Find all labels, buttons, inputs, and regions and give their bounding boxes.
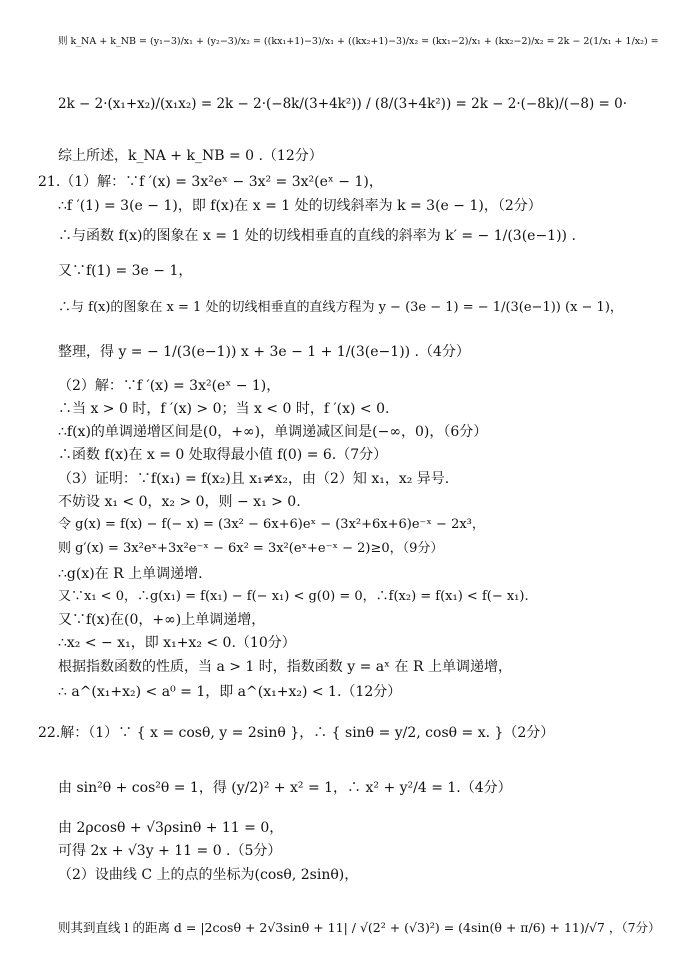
- line-15-assume: 不妨设 x₁ < 0，x₂ > 0，则 − x₁ > 0.: [58, 494, 301, 510]
- line-27-cartesian-line: 可得 2x + √3y + 11 = 0 .（5分）: [58, 843, 282, 859]
- line-4-q21-part1: 21.（1）解：∵f ′(x) = 3x²eˣ − 3x² = 3x²(eˣ − 1)，: [38, 174, 383, 190]
- line-10-part2: （2）解：∵f ′(x) = 3x²(eˣ − 1)，: [58, 378, 281, 394]
- line-20-f-increasing: 又∵f(x)在(0，+∞)上单调递增，: [58, 612, 266, 628]
- line-18-g-increasing: ∴g(x)在 R 上单调递增.: [58, 566, 203, 582]
- line-17-g-derivative: 则 g′(x) = 3x²eˣ+3x²e⁻ˣ − 6x² = 3x²(eˣ+e⁻ˣ − 2)≥0，（9分）: [58, 541, 444, 556]
- line-13-minimum: ∴函数 f(x)在 x = 0 处取得最小值 f(0) = 6.（7分）: [58, 447, 388, 463]
- line-14-part3: （3）证明：∵f(x₁) = f(x₂)且 x₁≠x₂，由（2）知 x₁，x₂ 异号.: [58, 471, 450, 487]
- line-1-sum-slopes: 则 k_NA + k_NB = (y₁−3)/x₁ + (y₂−3)/x₂ = ((kx₁+1)−3)/x₁ + ((kx₂+1)−3)/x₂ = (kx₁−2)/x₁ + (kx₂−2)/x₂ = 2k − 2(1/x₁ + 1/x₂) =: [58, 36, 659, 47]
- line-25-ellipse: 由 sin²θ + cos²θ = 1，得 (y/2)² + x² = 1，∴ x² + y²/4 = 1.（4分）: [58, 780, 512, 796]
- line-28-part2-point: （2）设曲线 C 上的点的坐标为(cosθ, 2sinθ)，: [58, 867, 359, 883]
- line-3-conclusion: 综上所述，k_NA + k_NB = 0 .（12分）: [58, 148, 323, 164]
- line-11-sign-derivative: ∴当 x > 0 时，f ′(x) > 0；当 x < 0 时，f ′(x) < 0.: [58, 401, 390, 417]
- line-16-define-g: 令 g(x) = f(x) − f(− x) = (3x² − 6x+6)eˣ − (3x²+6x+6)e⁻ˣ − 2x³，: [58, 517, 485, 532]
- line-8-perpendicular-line: ∴与 f(x)的图象在 x = 1 处的切线相垂直的直线方程为 y − (3e − 1) = − 1/(3(e−1)) (x − 1)，: [58, 300, 623, 315]
- line-23-result: ∴ a^(x₁+x₂) < a⁰ = 1，即 a^(x₁+x₂) < 1.（12分）: [58, 684, 402, 700]
- line-12-monotonic-intervals: ∴f(x)的单调递增区间是(0，+∞)，单调递减区间是(−∞，0)，（6分）: [58, 424, 488, 440]
- line-2-simplify: 2k − 2·(x₁+x₂)/(x₁x₂) = 2k − 2·(−8k/(3+4k²)) / (8/(3+4k²)) = 2k − 2·(−8k)/(−8) = 0·: [58, 96, 628, 112]
- line-7-f1-value: 又∵f(1) = 3e − 1，: [58, 263, 193, 279]
- line-9-rearranged: 整理，得 y = − 1/(3(e−1)) x + 3e − 1 + 1/(3(e−1)) .（4分）: [58, 344, 470, 360]
- line-19-inequality: 又∵x₁ < 0，∴g(x₁) = f(x₁) − f(− x₁) < g(0) = 0，∴f(x₂) = f(x₁) < f(− x₁).: [58, 589, 529, 604]
- line-22-exponential: 根据指数函数的性质，当 a > 1 时，指数函数 y = aˣ 在 R 上单调递增，: [58, 659, 512, 675]
- line-6-perpendicular-slope: ∴与函数 f(x)的图象在 x = 1 处的切线相垂直的直线的斜率为 k′ = − 1/(3(e−1)) .: [58, 228, 576, 244]
- line-24-q22-part1: 22.解：（1）∵ { x = cosθ, y = 2sinθ }，∴ { sinθ = y/2, cosθ = x. }（2分）: [38, 725, 555, 741]
- line-5-tangent-slope: ∴f ′(1) = 3(e − 1)，即 f(x)在 x = 1 处的切线斜率为 k = 3(e − 1)，（2分）: [58, 198, 542, 214]
- line-29-distance: 则其到直线 l 的距离 d = |2cosθ + 2√3sinθ + 11| / √(2² + (√3)²) = (4sin(θ + π/6) + 11)/√7 ，（7分）: [58, 920, 661, 935]
- line-21-sum-negative: ∴x₂ < − x₁，即 x₁+x₂ < 0.（10分）: [58, 635, 296, 651]
- line-26-polar-line: 由 2ρcosθ + √3ρsinθ + 11 = 0，: [58, 820, 284, 836]
